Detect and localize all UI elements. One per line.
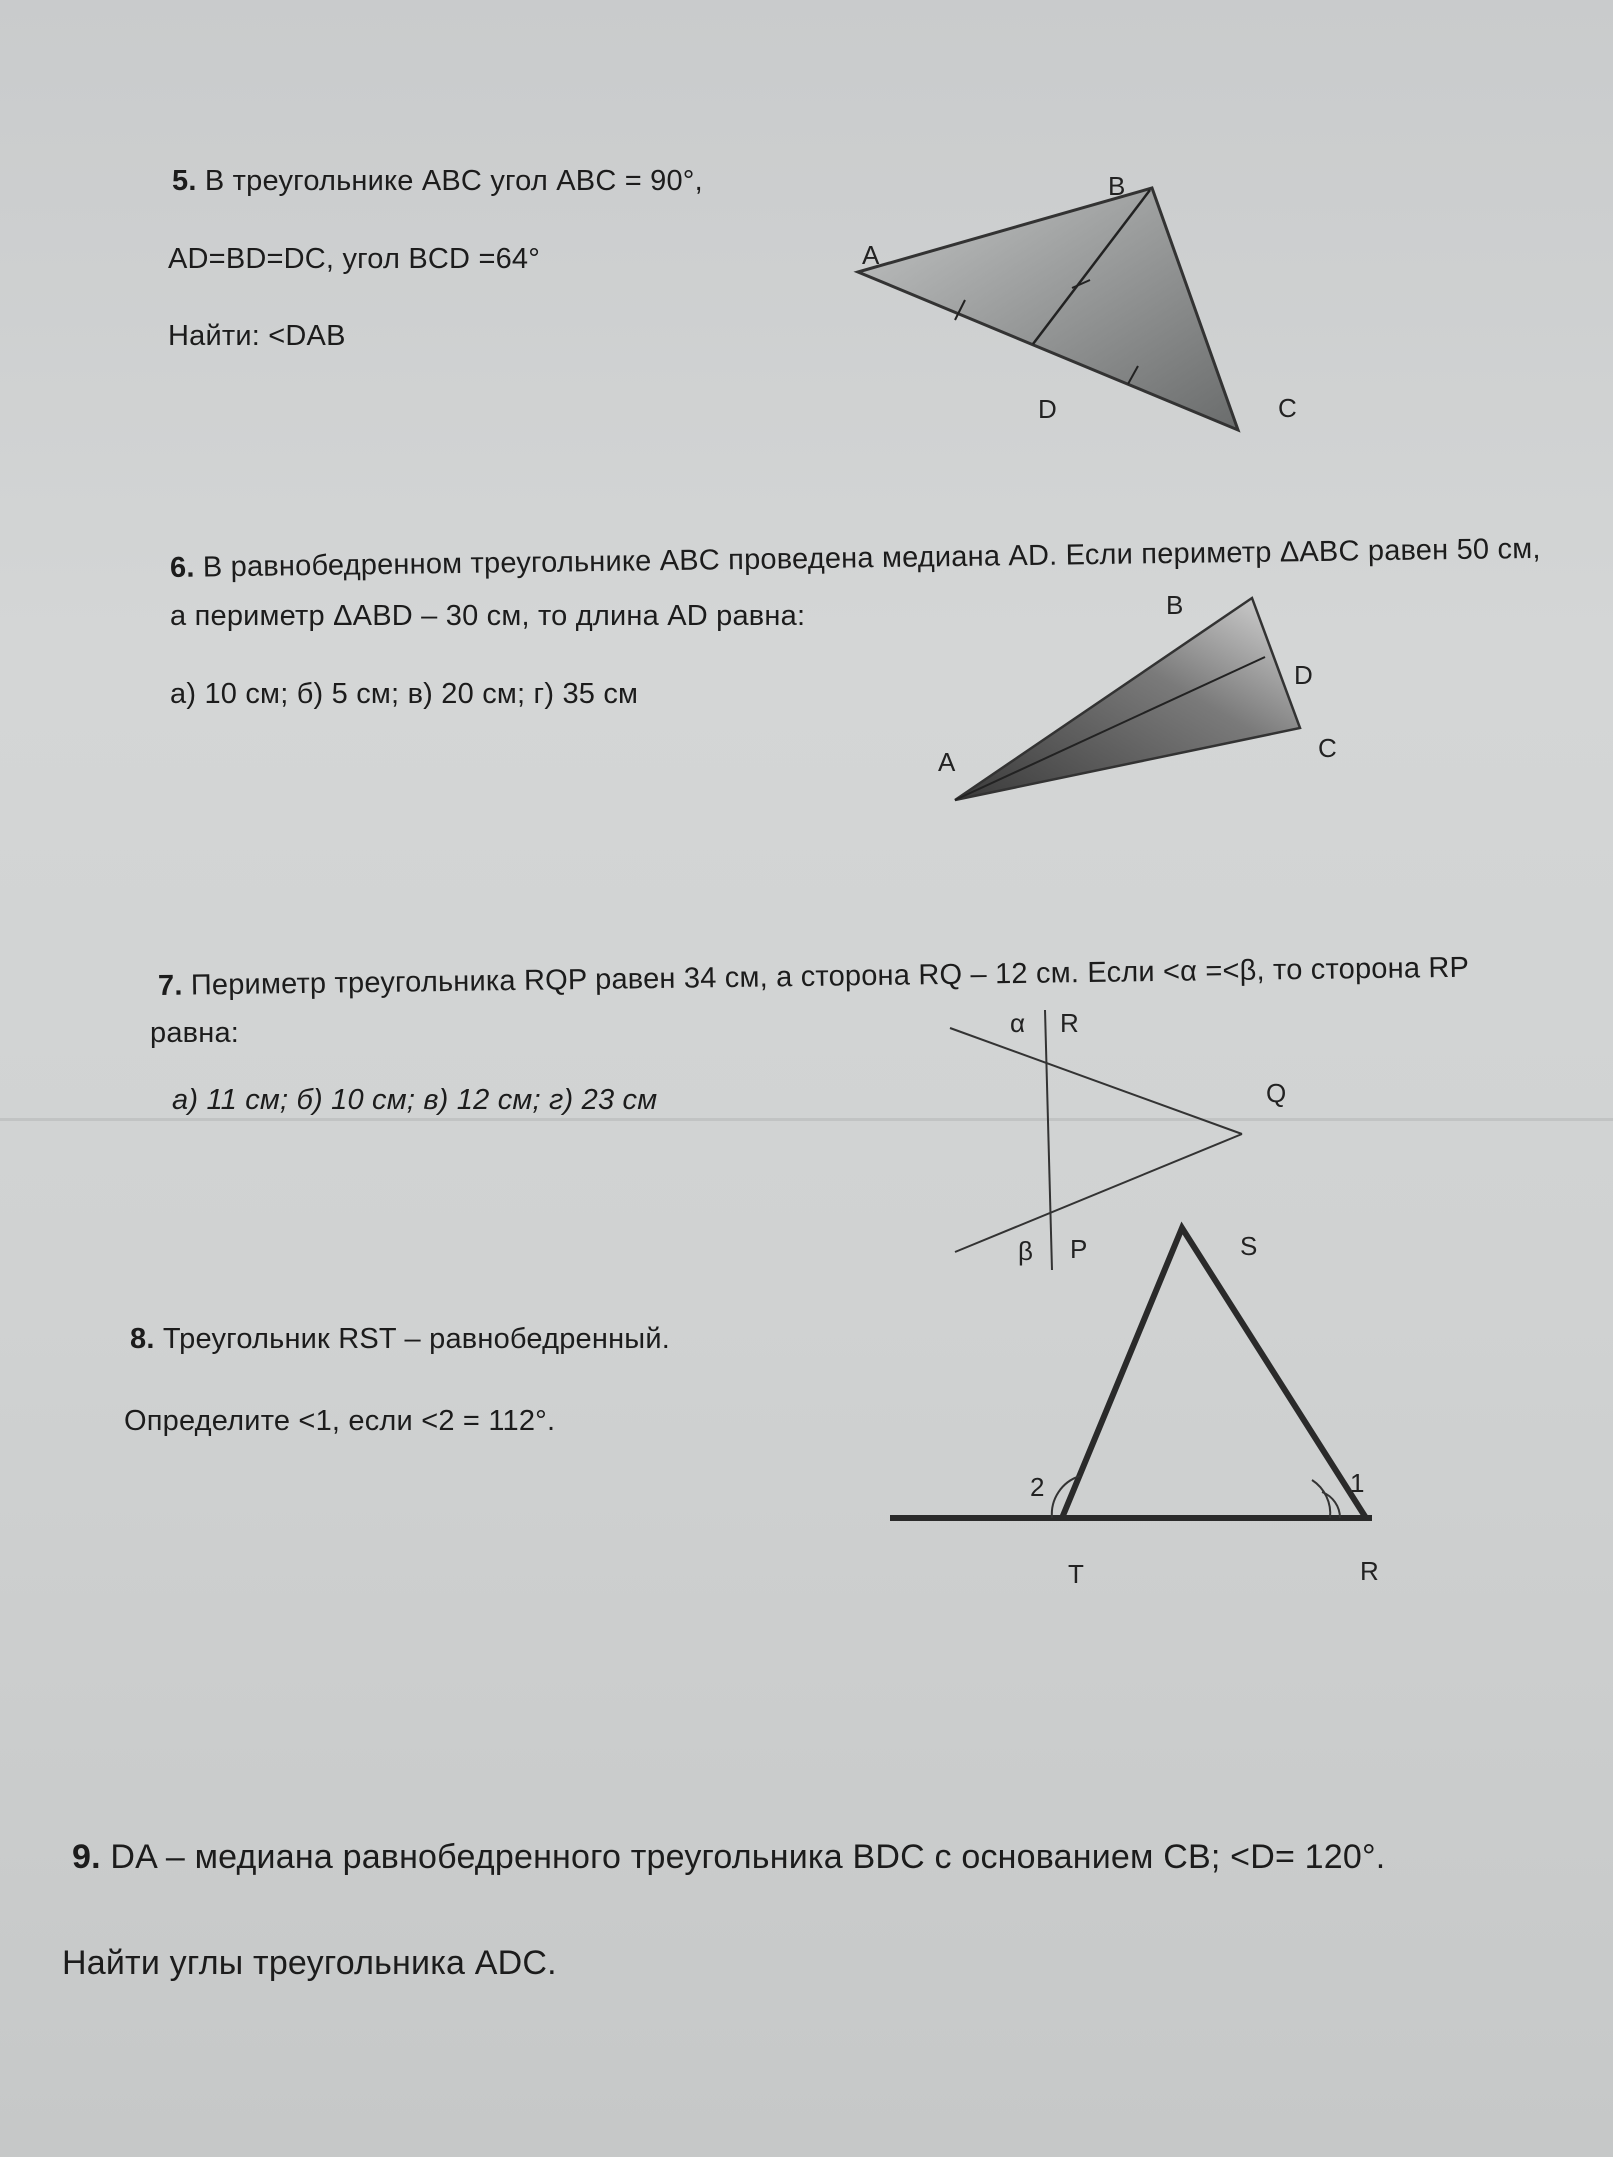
triangle-abc-6 (955, 598, 1300, 800)
problem-6-answers: а) 10 см; б) 5 см; в) 20 см; г) 35 см (170, 678, 639, 710)
problem-7-line-2: равна: (150, 1017, 240, 1049)
label-q-7: Q (1266, 1078, 1287, 1108)
figure-7-diagram (950, 1008, 1286, 1270)
label-a-6: A (938, 747, 956, 777)
problem-8-line-2: Определите <1, если <2 = 112°. (124, 1405, 556, 1437)
line-pq (955, 1134, 1242, 1252)
figure-5-triangle (858, 171, 1297, 430)
problem-7-line-1: 7. Периметр треугольника RQP равен 34 см, а сторона RQ – 12 см. Если <α =<β, то сторона RP (157, 951, 1470, 1002)
label-p-7: P (1070, 1234, 1088, 1264)
label-angle-2: 2 (1030, 1472, 1045, 1502)
label-angle-1: 1 (1350, 1468, 1365, 1498)
label-a-5: A (862, 240, 880, 270)
label-b-5: B (1108, 171, 1126, 201)
label-d-6: D (1294, 660, 1313, 690)
label-c-6: C (1318, 733, 1337, 763)
label-b-6: B (1166, 590, 1184, 620)
label-alpha: α (1010, 1008, 1026, 1038)
problem-5-line-3: Найти: <DAB (168, 320, 346, 352)
label-beta: β (1018, 1236, 1033, 1266)
problem-7-answers: а) 11 см; б) 10 см; в) 12 см; г) 23 см (172, 1084, 658, 1116)
figure-6-triangle (938, 590, 1337, 800)
problem-5-line-1: 5. В треугольнике ABC угол ABC = 90°, (172, 165, 703, 197)
triangle-rst (1062, 1228, 1366, 1518)
problem-6-line-2: а периметр ΔABD – 30 см, то длина AD равна: (170, 600, 806, 632)
line-rp (1045, 1010, 1052, 1270)
problem-5-line-2: AD=BD=DC, угол BCD =64° (168, 243, 541, 275)
label-c-5: C (1278, 393, 1297, 423)
label-d-5: D (1038, 394, 1057, 424)
figure-8-triangle (890, 1228, 1379, 1589)
line-rq (950, 1028, 1242, 1134)
label-s: S (1240, 1231, 1258, 1261)
problem-8-line-1: 8. Треугольник RST – равнобедренный. (130, 1323, 671, 1355)
label-t: T (1068, 1559, 1084, 1589)
angle-1-arc-outer (1312, 1480, 1330, 1518)
problem-9-line-2: Найти углы треугольника ADC. (62, 1944, 557, 1982)
problem-6-line-1: 6. В равнобедренном треугольнике ABC проведена медиана AD. Если периметр ΔABC равен 50 см, (169, 532, 1541, 584)
label-r-7: R (1060, 1008, 1079, 1038)
problem-9-line-1: 9. DA – медиана равнобедренного треугольника BDC с основанием CB; <D= 120°. (72, 1838, 1386, 1876)
label-r-8: R (1360, 1556, 1379, 1586)
